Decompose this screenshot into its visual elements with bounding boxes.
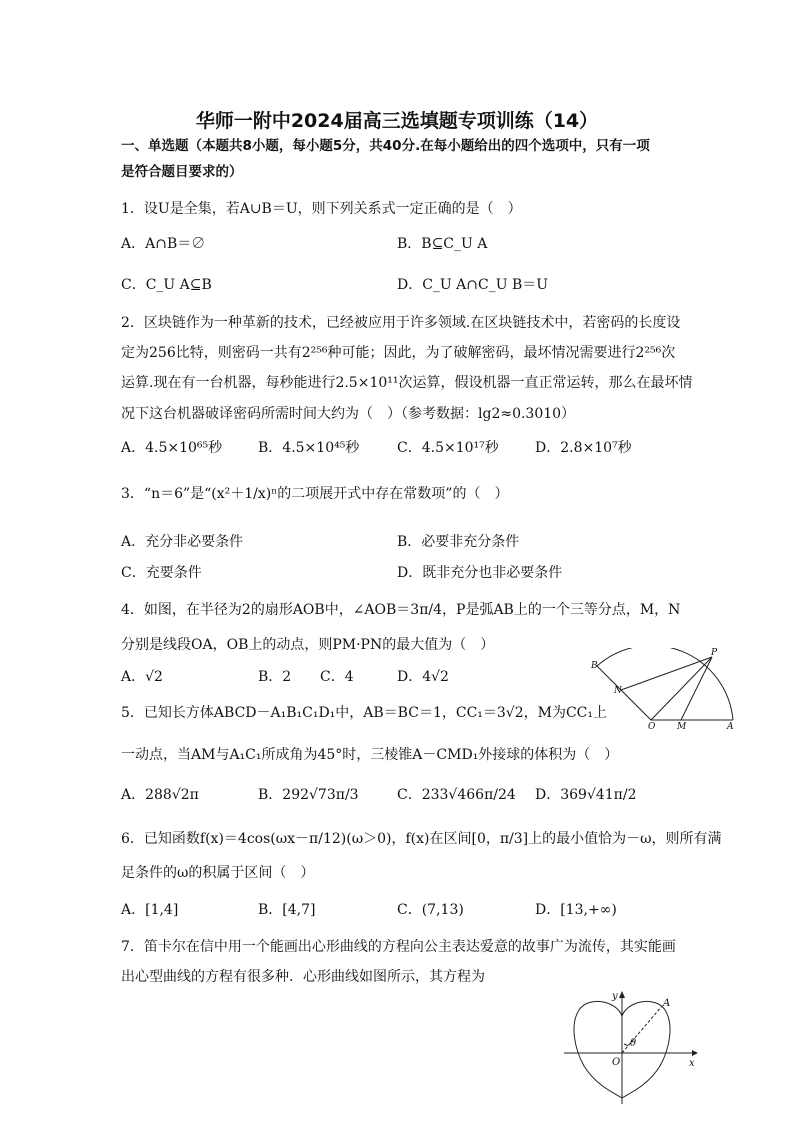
segment-op [651, 657, 712, 720]
heart-curve-figure [562, 988, 702, 1108]
label-p: P [711, 648, 718, 658]
label-a: A [663, 998, 671, 1009]
label-a: A [727, 722, 734, 732]
q3-option-d: D．既非充分也非必要条件 [397, 565, 563, 581]
q5-option-a: A．288√2π [121, 787, 199, 803]
label-m: M [677, 722, 687, 732]
q5-line2: 一动点，当AM与A₁C₁所成角为45°时，三棱锥A－CMD₁外接球的体积为（ ） [121, 747, 619, 763]
q7-line2: 出心型曲线的方程有很多种．心形曲线如图所示，其方程为 [121, 969, 485, 985]
q4-option-b: B．2 [258, 669, 292, 685]
label-o: O [612, 1057, 621, 1068]
section-heading-line1: 一、单选题（本题共8小题，每小题5分，共40分.在每小题给出的四个选项中，只有一项 [121, 138, 650, 154]
q2-option-c: C．4.5×10¹⁷秒 [397, 440, 499, 456]
q1-option-b: B．B⊆C_U A [397, 236, 488, 252]
q4-line1: 4．如图，在半径为2的扇形AOB中，∠AOB＝3π/4，P是弧AB上的一个三等分点，M，N [121, 602, 681, 618]
q2-option-a: A．4.5×10⁶⁵秒 [121, 440, 223, 456]
q1-option-a: A．A∩B＝∅ [121, 236, 206, 252]
label-theta: θ [630, 1038, 637, 1049]
q5-option-c: C．233√466π/24 [397, 787, 516, 803]
q4-option-d: D．4√2 [397, 669, 449, 685]
q6-line2: 足条件的ω的积属于区间（ ） [121, 865, 315, 881]
q5-line1: 5．已知长方体ABCD－A₁B₁C₁D₁中，AB＝BC＝1，CC₁＝3√2，M为CC₁上 [121, 705, 607, 721]
q3-stem: 3．“n＝6”是“(x²＋1/x)ⁿ的二项展开式中存在常数项”的（ ） [121, 486, 509, 502]
section-heading-line2: 是符合题目要求的） [121, 164, 243, 180]
q1-option-d: D．C_U A∩C_U B＝U [397, 277, 549, 293]
q2-line2: 定为256比特，则密码一共有2²⁵⁶种可能；因此，为了破解密码，最坏情况需要进行2²⁵⁶次 [121, 345, 676, 361]
page-title: 华师一附中2024届高三选填题专项训练（14） [195, 110, 599, 132]
q2-line4: 况下这台机器破译密码所需时间大约为（ ）（参考数据：lg2≈0.3010） [121, 406, 576, 422]
q3-option-b: B．必要非充分条件 [397, 534, 520, 550]
q2-option-b: B．4.5×10⁴⁵秒 [258, 440, 360, 456]
q3-option-c: C．充要条件 [121, 565, 202, 581]
sector-figure [585, 648, 745, 733]
q6-line1: 6．已知函数f(x)＝4cos(ωx－π/12)(ω＞0)，f(x)在区间[0，π/3]上的最小值恰为－ω，则所有满 [121, 831, 722, 847]
label-o: O [648, 722, 656, 732]
q7-line1: 7．笛卡尔在信中用一个能画出心形曲线的方程向公主表达爱意的故事广为流传，其实能画 [121, 939, 676, 955]
q6-option-d: D．[13,+∞) [535, 902, 617, 918]
q2-line1: 2．区块链作为一种革新的技术，已经被应用于许多领域.在区块链技术中，若密码的长度设 [121, 315, 681, 331]
q1-option-c: C．C_U A⊆B [121, 277, 212, 293]
q5-option-b: B．292√73π/3 [258, 787, 359, 803]
label-b: B [591, 661, 598, 671]
q4-option-c: C．4 [320, 669, 354, 685]
y-axis-arrow [619, 991, 625, 998]
label-n: N [614, 686, 622, 696]
q4-option-a: A．√2 [121, 669, 163, 685]
q2-option-d: D．2.8×10⁷秒 [535, 440, 632, 456]
q6-option-a: A．[1,4] [121, 902, 179, 918]
q1-stem: 1．设U是全集，若A∪B＝U，则下列关系式一定正确的是（ ） [121, 201, 522, 217]
arc-ab [597, 648, 733, 720]
q2-line3: 运算.现在有一台机器，每秒能进行2.5×10¹¹次运算，假设机器一直正常运转，那么在最坏情 [121, 375, 693, 391]
theta-arc [624, 1044, 628, 1046]
q4-line2: 分别是线段OA，OB上的动点，则PM·PN的最大值为（ ） [121, 637, 495, 653]
q6-option-c: C．(7,13) [397, 902, 464, 918]
q3-option-a: A．充分非必要条件 [121, 534, 244, 550]
q5-option-d: D．369√41π/2 [535, 787, 637, 803]
q6-option-b: B．[4,7] [258, 902, 316, 918]
label-y: y [612, 991, 618, 1002]
label-x: x [689, 1058, 695, 1069]
x-axis-arrow [692, 1050, 698, 1056]
